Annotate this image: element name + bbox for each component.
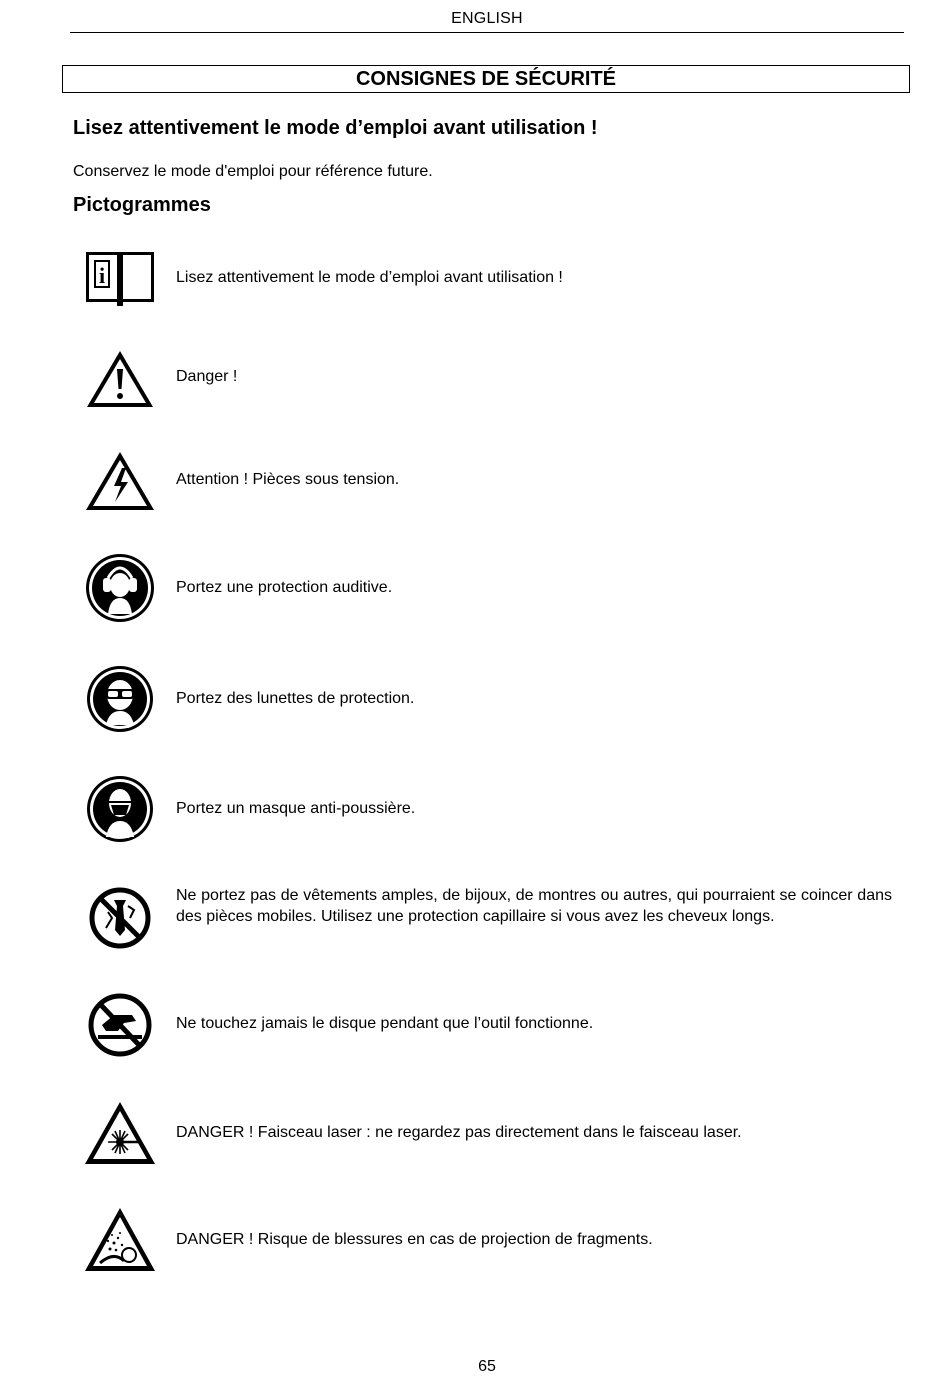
eye-protection-icon [84, 663, 156, 735]
pictogram-text: Portez un masque anti-poussière. [176, 800, 416, 817]
no-touch-disc-icon [84, 991, 156, 1063]
section-title: CONSIGNES DE SÉCURITÉ [62, 65, 910, 93]
pictogram-text: Portez des lunettes de protection. [176, 690, 415, 707]
page-number: 65 [478, 1358, 496, 1375]
header-language: ENGLISH [451, 10, 523, 27]
keep-manual-note: Conservez le mode d'emploi pour référence future. [73, 163, 433, 180]
pictograms-heading: Pictogrammes [73, 194, 211, 216]
pictogram-text: DANGER ! Faisceau laser : ne regardez pas directement dans le faisceau laser. [176, 1124, 742, 1141]
manual-book-icon [84, 246, 156, 318]
pictogram-text: Ne portez pas de vêtements amples, de bijoux, de montres ou autres, qui pourraient se coincer dans des pièces mobiles. Utilisez une protection capillaire si vous avez les cheveux longs. [176, 887, 892, 925]
pictogram-text: Ne touchez jamais le disque pendant que l’outil fonctionne. [176, 1015, 594, 1032]
lead-heading: Lisez attentivement le mode d’emploi avant utilisation ! [73, 117, 598, 139]
ear-protection-icon [84, 552, 156, 624]
pictogram-text: Danger ! [176, 368, 238, 385]
laser-warning-icon [84, 1100, 156, 1172]
dust-mask-icon [84, 773, 156, 845]
pictogram-text: Portez une protection auditive. [176, 579, 393, 596]
pictogram-text: Lisez attentivement le mode d’emploi avant utilisation ! [176, 269, 563, 286]
svg-text:i: i [98, 263, 106, 288]
warning-triangle-icon [84, 345, 156, 417]
header-rule [70, 32, 904, 33]
no-loose-clothing-icon [84, 884, 156, 956]
electric-shock-icon [84, 448, 156, 520]
flying-fragments-icon [84, 1207, 156, 1279]
pictogram-text: DANGER ! Risque de blessures en cas de projection de fragments. [176, 1231, 653, 1248]
pictogram-text: Attention ! Pièces sous tension. [176, 471, 400, 488]
